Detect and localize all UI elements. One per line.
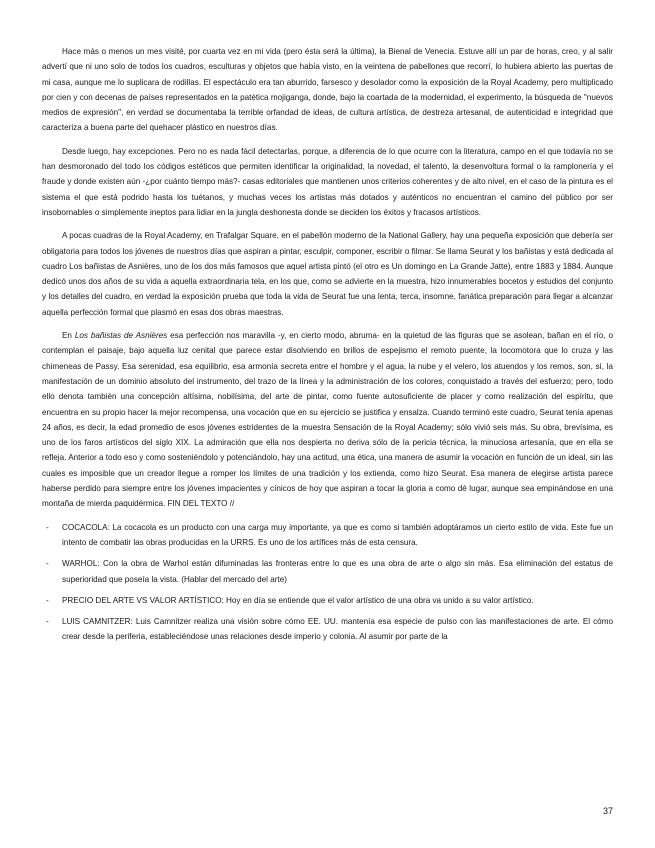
paragraph-2: Desde luego, hay excepciones. Pero no es nada fácil detectarlas, porque, a diferencia de lo que ocurre con la literatura, campo en el que todavía no se han desmoronado del todo los códigos estéticos que permiten identificar la originalidad, la novedad, el talento, la desenvoltura formal o la ramplonería y el fraude y donde existen aún -¿por cuánto tiempo más?- casas editoriales que mantienen unos criterios coherentes y de alto nivel, en el caso de la pintura es el sistema el que está podrido hasta los tuétanos, y muchas veces los artistas más dotados y auténticos no encuentran el camino del público por ser insobornables o simplemente ineptos para lidiar en la jungla deshonesta donde se deciden los éxitos y fracasos artísticos.: [42, 146, 613, 217]
list-item-text: WARHOL: Con la obra de Warhol están difuminadas las fronteras entre lo que es una obra de arte o algo sin más. Esa eliminación del estatus de superioridad que poseía la vista. (Hablar del mercado del arte): [62, 559, 613, 584]
list-item-text: COCACOLA: La cocacola es un producto con una carga muy importante, ya que es como si también adoptáramos un cierto estilo de vida. Este fue un intento de combatir las obras producidas en la URRS. Es uno de los artífices más de esta censura.: [62, 522, 613, 547]
page-number: 37: [602, 806, 613, 816]
list-item-text: PRECIO DEL ARTE VS VALOR ARTÍSTICO: Hoy en día se entiende que el valor artístico de una obra va unido a su valor artístico.: [62, 595, 534, 605]
artwork-title-italic: Los bañistas de Asnières: [74, 331, 168, 341]
notes-list: [42, 520, 613, 645]
bullet-dash: -: [46, 559, 49, 569]
paragraph-3: A pocas cuadras de la Royal Academy, en Trafalgar Square, en el pabellón moderno de la National Gallery, hay una pequeña exposición que debería ser obligatoria para todos los jóvenes de nuestros días que aspiran a pintar, esculpir, componer, escribir o filmar. Se llama Seurat y los bañistas y está dedicada al cuadro Los bañistas de Asnières, uno de los dos más famosos que aquel artista pintó (el otro es Un domingo en La Grande Jatte), entre 1883 y 1884. Aunque dedicó unos dos años de su vida a aquella extraordinaria tela, en los que, como se advierte en la muestra, hizo innumerables bocetos y estudios del conjunto y los detalles del cuadro, en verdad la exposición prueba que toda la vida de Seurat fue una lenta, terca, insomne, fanática preparación para llegar a alcanzar aquella perfección formal que plasmó en esas dos obras maestras.: [42, 231, 613, 317]
list-item-text: LUIS CAMNITZER: Luis Camnitzer realiza una visión sobre cómo EE. UU. mantenía esa especie de pulso con las manifestaciones de arte. El cómo crear desde la periferia, estableciéndose unas relaciones desde imperio y colonia. Al asumir por parte de la: [62, 617, 613, 642]
paragraph-4-body: esa perfección nos maravilla -y, en cierto modo, abruma- en la quietud de las figuras que se asolean, bañan en el río, o contemplan el paisaje, bajo aquella luz cenital que parece estar disolviendo en brillos de espejismo el remoto puente, la locomotora que lo cruza y las chimeneas de Passy. Esa serenidad, esa equilibrio, esa armonía secreta entre el hombre y el agua, la nube y el velero, los atuendos y los remos, son, sí, la manifestación de un dominio absoluto del instrumento, del trazo de la línea y la administración de los colores, conquistado a través del esfuerzo; pero, todo ello denota también una concepción altísima, nobilísima, del arte de pintar, como fuente autosuficiente de placer y como realización del espíritu, que encuentra en su propio hacer la mejor recompensa, una vocación que en su ejercicio se justifica y ensalza. Cuando terminó este cuadro, Seurat tenía apenas 24 años, es decir, la edad promedio de esos jóvenes estridentes de la muestra Sensación de la Royal Academy; sólo vivió seis más. Su obra, brevísima, es uno de los faros artísticos del siglo XIX. La admiración que ella nos despierta no deriva sólo de la pericia técnica, la minuciosa artesanía, que en ella se refleja. Anterior a todo eso y como sosteniéndolo y potenciándolo, hay una actitud, una ética, una manera de asumir la vocación en función de un ideal, sin las cuales es imposible que un creador llegue a romper los límites de una tradición y los extienda, como hizo Seurat. Esa manera de elegirse artista parece haberse perdido para siempre entre los jóvenes impacientes y cínicos de hoy que aspiran a tocar la gloria a como dé lugar, aunque sea empinándose en una montaña de mierda paquidérmica. FIN DEL TEXTO //: [42, 331, 613, 509]
bullet-dash: -: [46, 595, 49, 605]
paragraph-4-prefix: En: [62, 331, 75, 341]
bullet-dash: -: [46, 522, 49, 532]
bullet-dash: -: [46, 617, 49, 627]
list-item: [42, 614, 613, 645]
paragraph-4: [42, 328, 613, 512]
list-item: [42, 520, 613, 551]
list-item: [42, 593, 613, 608]
paragraph-1: Hace más o menos un mes visité, por cuarta vez en mi vida (pero ésta será la última), la Bienal de Venecia. Estuve allí un par de horas, creo, y al salir advertí que ni uno solo de todos los cuadros, esculturas y objetos que había visto, en la veintena de pabellones que recorrí, lo hubiera abierto las puertas de mi casa, aunque me lo suplicara de rodillas. El espectáculo era tan aburrido, farsesco y desolador como la exposición de la Royal Academy, pero multiplicado por cien y con decenas de países representados en la patética mojiganga, donde, bajo la coartada de la modernidad, el experimento, la búsqueda de "nuevos medios de expresión", en verdad se documentaba la terrible orfandad de ideas, de cultura artística, de destreza artesanal, de autenticidad e integridad que caracteriza a buena parte del quehacer plástico en nuestros días.: [42, 47, 613, 133]
list-item: [42, 556, 613, 587]
